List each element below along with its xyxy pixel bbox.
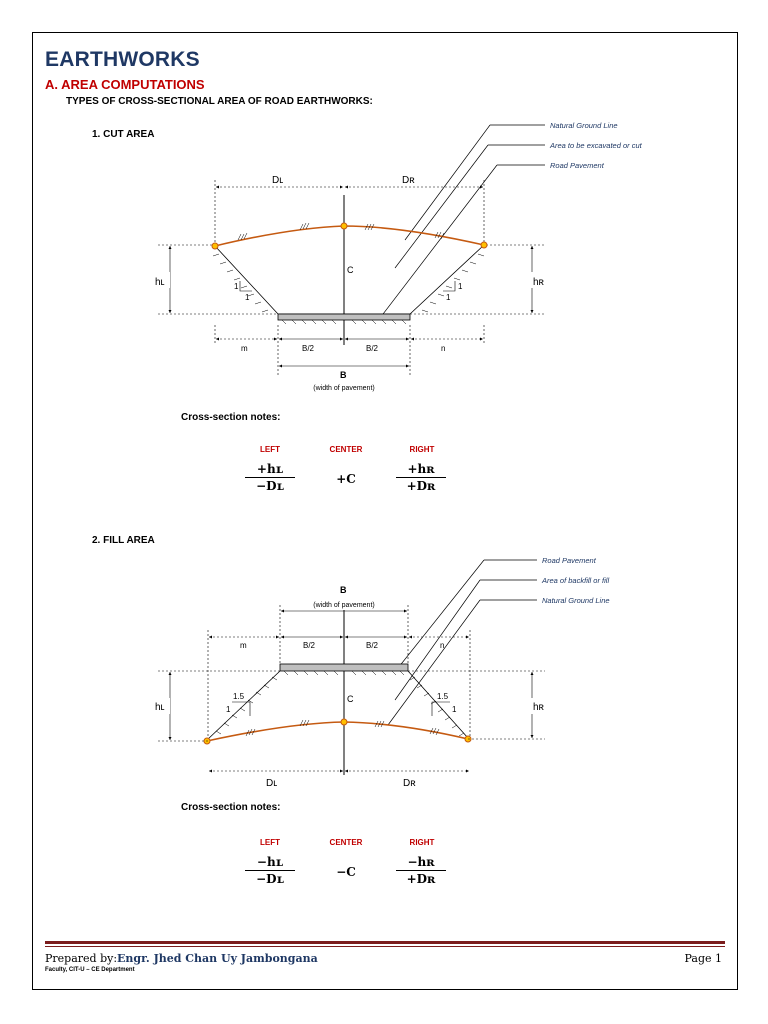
fill-area-diagram [0,550,768,790]
fill-note-left-den: −Dʟ [256,872,284,886]
cut-note-right-head: RIGHT [409,445,435,454]
section-subtitle: TYPES OF CROSS-SECTIONAL AREA OF ROAD EARTHWORKS: [66,96,373,107]
dim-dl-fill: Dʟ [266,778,278,789]
cut-note-left-num: +hʟ [245,462,295,478]
dim-c-fill: C [347,694,354,704]
footer-prepared-by [45,952,318,965]
fill-note-center-value: −C [336,865,356,879]
fill-note-right-den: +Dʀ [406,872,436,886]
footer-author-name: Engr. Jhed Chan Uy Jambongana [117,952,318,965]
slope-run-right-fill: 1.5 [437,692,449,701]
dim-b: B [340,370,347,380]
cut-note-center-head: CENTER [329,445,363,454]
dim-m: m [241,344,248,353]
slope-rise-left-fill: 1 [226,705,231,714]
footer-faculty: Faculty, CIT-U – CE Department [45,967,135,973]
footer-page-number: Page 1 [684,952,722,965]
fill-note-right-fraction [396,855,446,886]
slope-rise-left: 1 [234,282,239,291]
cut-note-left-fraction [245,462,295,493]
cut-note-center-value: +C [336,472,356,486]
cut-area-heading: 1. CUT AREA [92,129,155,140]
dim-b-note-fill: (width of pavement) [313,602,375,609]
dim-hr: hʀ [533,277,544,288]
cut-note-right-fraction [396,462,446,493]
footer-rule-thick [45,941,725,944]
dim-b2-right-fill: B/2 [366,641,379,650]
dim-b-fill: B [340,585,347,595]
footer-prepared-label: Prepared by: [45,952,118,965]
slope-run-right: 1 [446,293,451,302]
cut-area-diagram [0,110,768,400]
fill-note-right-head: RIGHT [409,838,435,847]
fill-note-left-head: LEFT [260,838,280,847]
dim-dl: Dʟ [272,175,284,186]
dim-b-note: (width of pavement) [313,385,375,392]
footer-rule-thin [45,946,725,947]
cut-notes-label: Cross-section notes: [181,412,281,423]
section-heading: A. AREA COMPUTATIONS [45,77,205,92]
slope-rise-right: 1 [458,282,463,291]
slope-rise-right-fill: 1 [452,705,457,714]
dim-m-fill: m [240,641,247,650]
cut-note-right-num: +hʀ [396,462,446,478]
dim-hl-fill: hʟ [155,702,165,713]
dim-b2-left-fill: B/2 [303,641,316,650]
dim-dr: Dʀ [402,175,415,186]
slope-run-left: 1 [245,293,250,302]
natural-ground-line-fill [207,722,468,741]
cut-note-left-den: −Dʟ [256,479,284,493]
callout-road-pavement-fill: Road Pavement [542,556,596,565]
fill-note-right-num: −hʀ [396,855,446,871]
page-title: EARTHWORKS [45,48,200,71]
dim-c: C [347,265,354,275]
road-pavement-fill [280,664,408,671]
dim-dr-fill: Dʀ [403,778,416,789]
natural-ground-line [215,226,484,246]
fill-notes-label: Cross-section notes: [181,802,281,813]
callout-lines [380,125,545,318]
callout-natural-ground-line: Natural Ground Line [550,121,618,130]
dim-n-fill: n [440,641,445,650]
fill-note-center-head: CENTER [329,838,363,847]
cut-note-right-den: +Dʀ [406,479,436,493]
callout-road-pavement: Road Pavement [550,161,604,170]
fill-area-heading: 2. FILL AREA [92,535,155,546]
slope-run-left-fill: 1.5 [233,692,245,701]
callout-area-fill: Area of backfill or fill [542,576,610,585]
road-pavement [278,314,410,320]
fill-note-left-num: −hʟ [245,855,295,871]
dim-n: n [441,344,446,353]
callout-area-cut: Area to be excavated or cut [550,141,642,150]
dim-hl: hʟ [155,277,165,288]
dim-b2-left: B/2 [302,344,315,353]
dim-b2-right: B/2 [366,344,379,353]
fill-slopes [207,671,468,740]
dim-hr-fill: hʀ [533,702,544,713]
fill-note-left-fraction [245,855,295,886]
cut-note-left-head: LEFT [260,445,280,454]
callout-natural-ground-line-fill: Natural Ground Line [542,596,610,605]
